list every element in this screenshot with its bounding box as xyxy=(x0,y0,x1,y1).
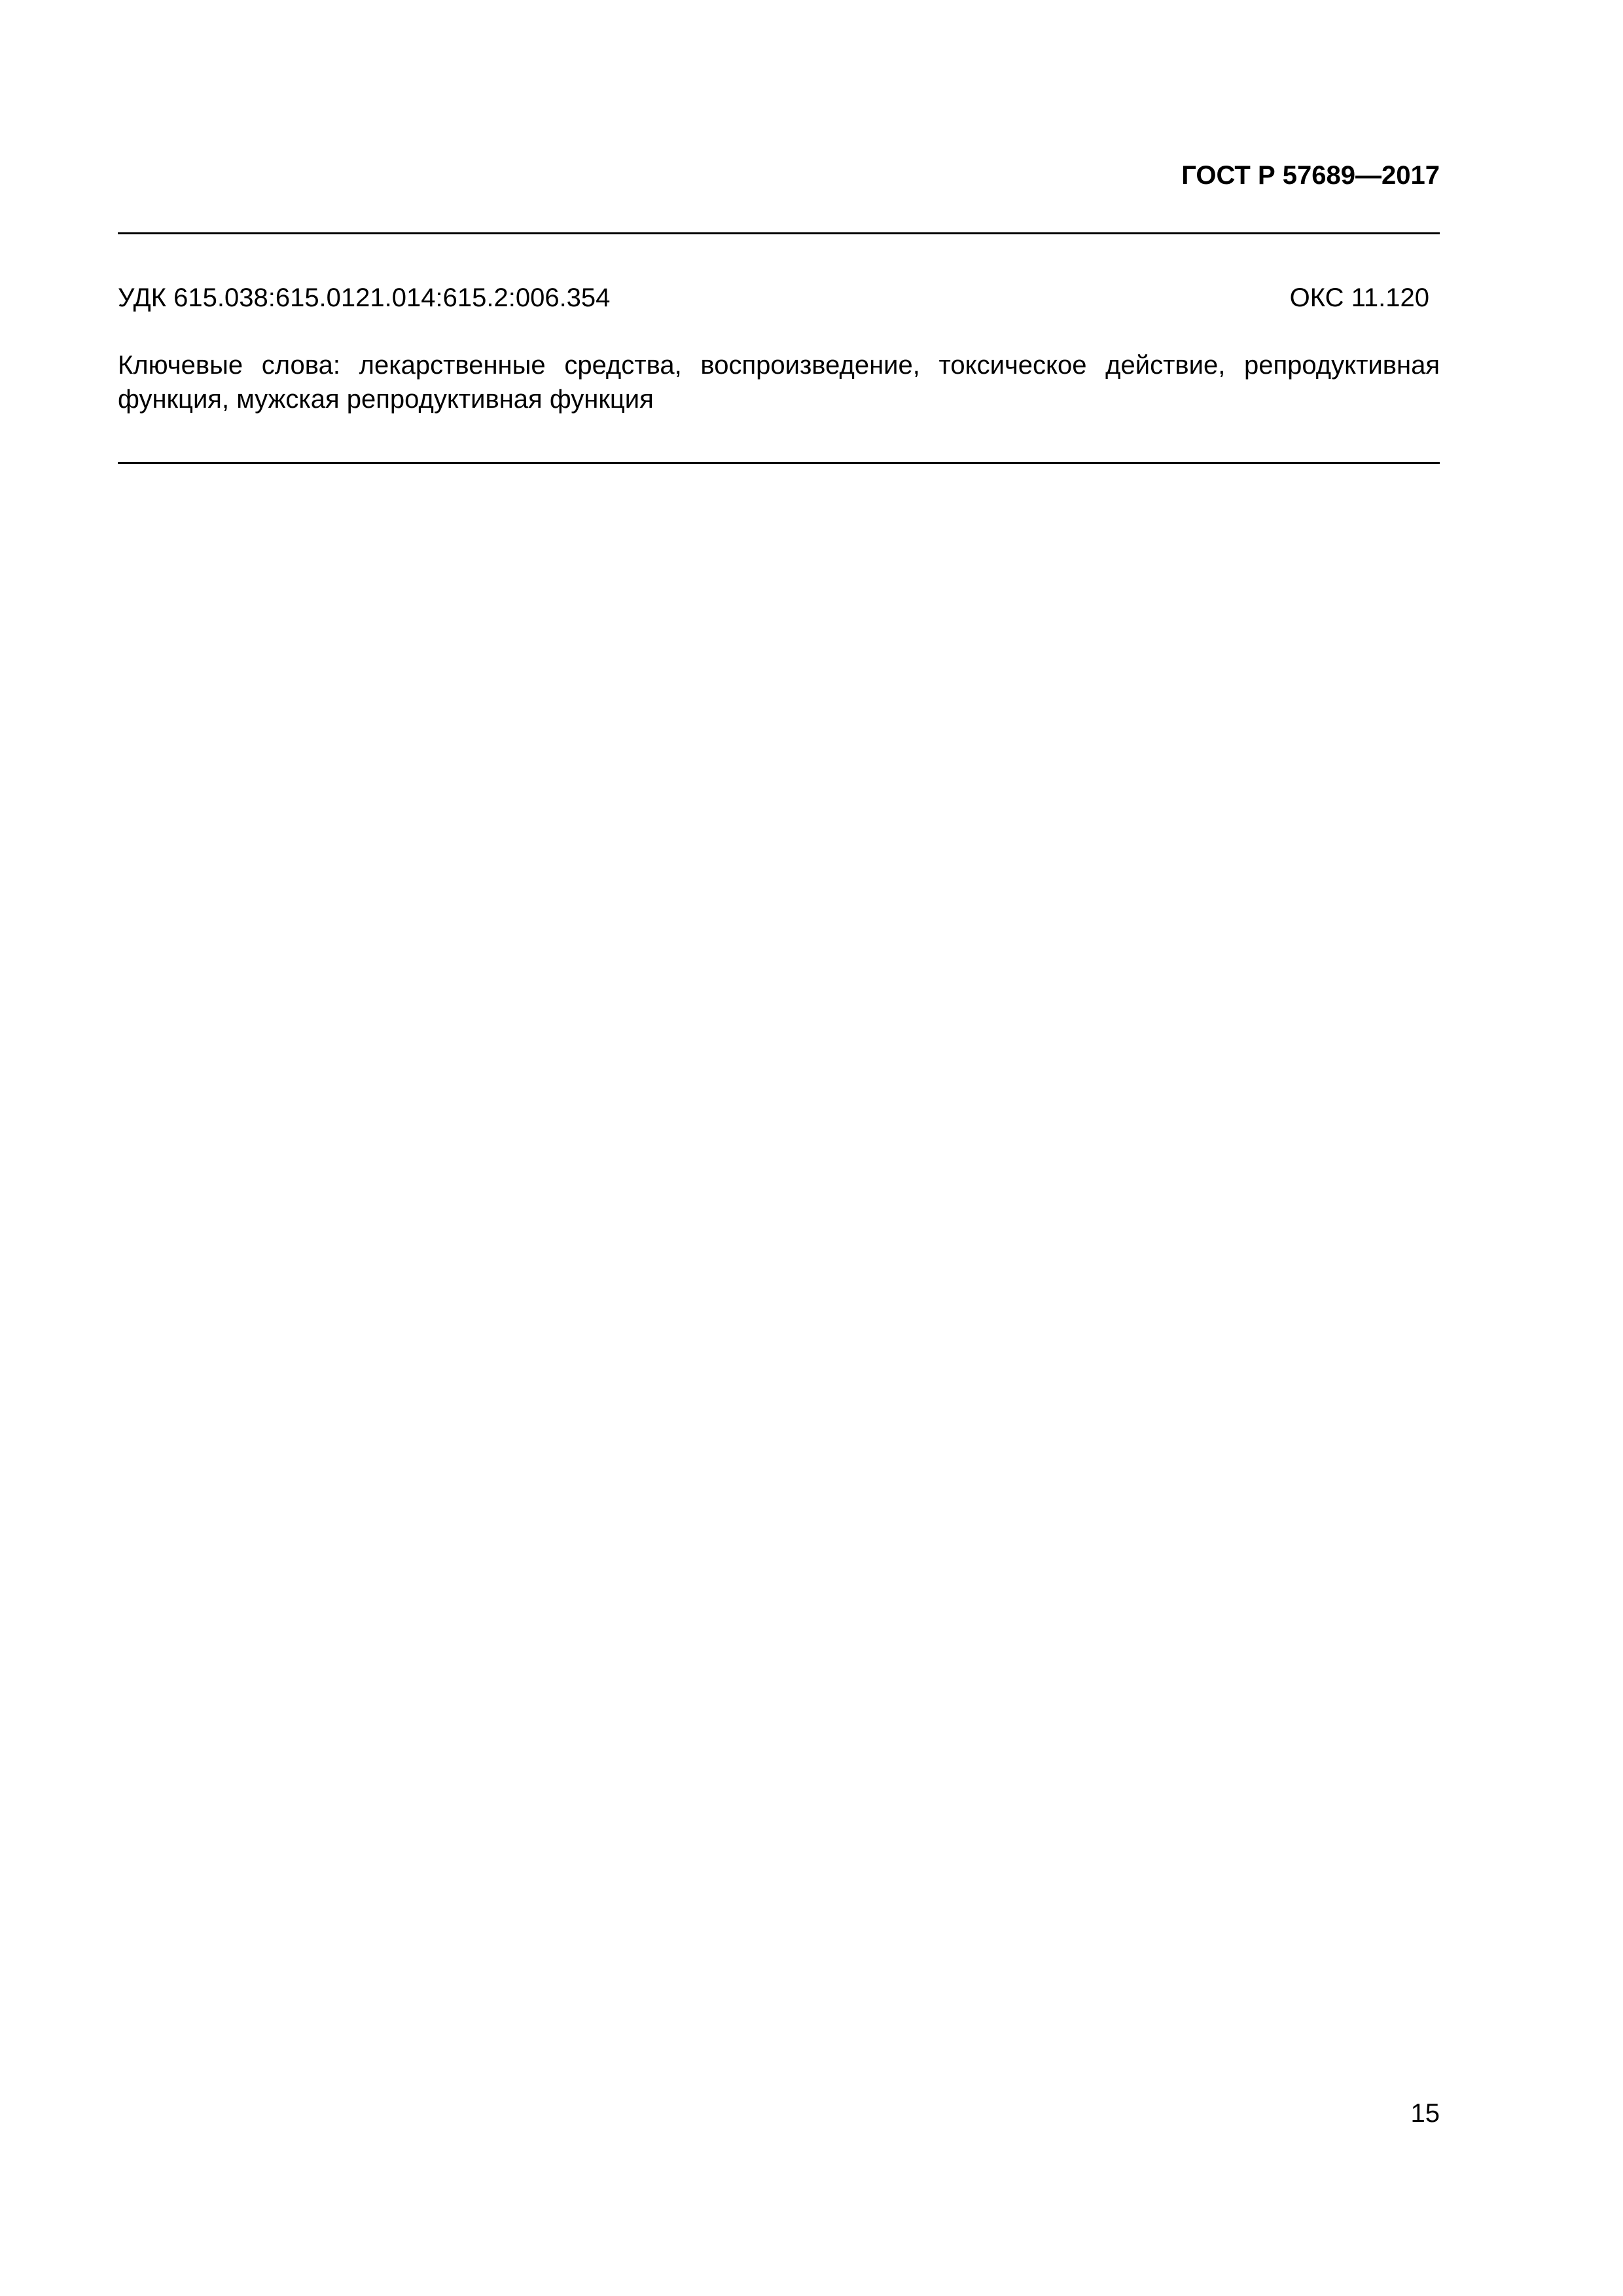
bottom-divider xyxy=(118,462,1440,464)
udk-code: УДК 615.038:615.0121.014:615.2:006.354 xyxy=(118,283,611,312)
standard-code: ГОСТ Р 57689—2017 xyxy=(1181,161,1440,190)
oks-code: ОКС 11.120 xyxy=(1289,283,1429,312)
top-divider xyxy=(118,232,1440,234)
page-number: 15 xyxy=(1410,2099,1440,2128)
keywords-text: Ключевые слова: лекарственные средства, воспроизведение, токсическое действие, репродуктивная функция, мужская репродуктивная функция xyxy=(118,351,1440,414)
